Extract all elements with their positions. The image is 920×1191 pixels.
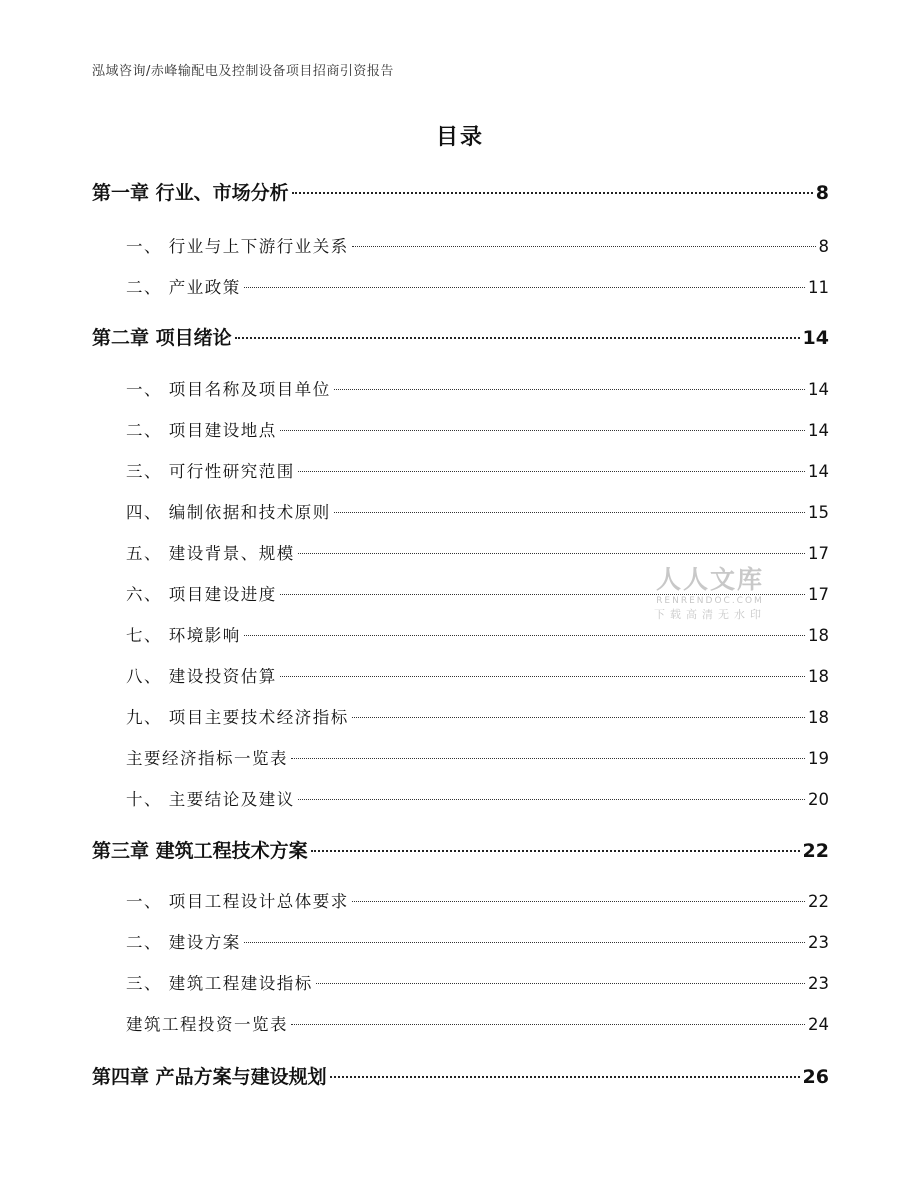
toc-entry-label: 四、 编制依据和技术原则 [126,503,331,522]
toc-leader [244,635,805,636]
toc-entry-page: 14 [802,327,829,349]
toc-entry-page: 22 [808,892,829,911]
toc-entry-label: 一、 行业与上下游行业关系 [126,237,349,256]
toc-entry-label: 二、 建设方案 [126,933,241,952]
toc-entry-page: 23 [808,933,829,952]
toc-leader [334,512,805,513]
toc-entry-label: 五、 建设背景、规模 [126,544,295,563]
toc-entry-label: 二、 产业政策 [126,278,241,297]
toc-leader [292,192,813,194]
toc-entry[interactable] [126,664,829,690]
toc-entry[interactable] [126,500,829,526]
toc-entry[interactable] [126,377,829,403]
toc-entry-label: 一、 项目工程设计总体要求 [126,892,349,911]
toc-entry[interactable] [126,234,829,260]
toc-entry-page: 19 [808,749,829,768]
toc-entry[interactable] [126,746,829,772]
toc-leader [352,901,805,902]
toc-leader [330,1076,800,1078]
watermark-slogan: 下载高清无水印 [654,608,766,621]
toc-leader [334,389,805,390]
toc-leader [235,337,800,339]
toc-entry[interactable] [92,180,829,206]
toc-entry-page: 24 [808,1015,829,1034]
toc-entry[interactable] [126,787,829,813]
toc-leader [280,676,805,677]
toc-entry[interactable] [92,838,829,864]
toc-entry-page: 18 [808,626,829,645]
page-header: 泓域咨询/赤峰输配电及控制设备项目招商引资报告 [92,64,394,79]
toc-entry-label: 六、 项目建设进度 [126,585,277,604]
toc-title: 目录 [435,125,484,150]
toc-leader [298,799,805,800]
toc-entry-label: 建筑工程投资一览表 [126,1015,288,1034]
toc-entry-page: 22 [802,840,829,862]
toc-entry-label: 第四章 产品方案与建设规划 [92,1066,327,1088]
toc-entry[interactable] [126,418,829,444]
toc-entry-page: 8 [818,237,829,256]
toc-leader [316,983,805,984]
toc-entry-page: 26 [802,1066,829,1088]
toc-entry-label: 主要经济指标一览表 [126,749,288,768]
toc-entry-label: 一、 项目名称及项目单位 [126,380,331,399]
toc-entry-label: 八、 建设投资估算 [126,667,277,686]
toc-entry[interactable] [126,623,829,649]
toc-entry-page: 14 [808,380,829,399]
toc-entry-label: 九、 项目主要技术经济指标 [126,708,349,727]
toc-entry[interactable] [126,705,829,731]
watermark [640,565,780,623]
toc-entry-label: 十、 主要结论及建议 [126,790,295,809]
toc-entry-label: 三、 建筑工程建设指标 [126,974,313,993]
toc-leader [291,1024,805,1025]
toc-entry-label: 第一章 行业、市场分析 [92,182,289,204]
toc-entry-page: 8 [815,182,829,204]
toc-leader [298,471,805,472]
toc-entry[interactable] [126,275,829,301]
toc-entry[interactable] [126,541,829,567]
watermark-brand: 人人文库 [655,565,764,594]
toc-entry-label: 第二章 项目绪论 [92,327,232,349]
toc-leader [244,942,805,943]
toc-leader [311,850,800,852]
toc-entry-page: 14 [808,462,829,481]
toc-entry-page: 18 [808,667,829,686]
toc-entry-page: 15 [808,503,829,522]
toc-leader [352,246,816,247]
toc-leader [352,717,805,718]
toc-leader [280,430,805,431]
toc-entry-label: 七、 环境影响 [126,626,241,645]
toc-entry-page: 11 [808,278,829,297]
toc-leader [244,287,805,288]
toc-entry[interactable] [92,1064,829,1090]
toc-entry-label: 第三章 建筑工程技术方案 [92,840,308,862]
toc-entry-label: 二、 项目建设地点 [126,421,277,440]
toc-leader [298,553,805,554]
toc-entry[interactable] [92,325,829,351]
toc-entry-label: 三、 可行性研究范围 [126,462,295,481]
toc-entry-page: 18 [808,708,829,727]
toc-entry[interactable] [126,1012,829,1038]
toc-leader [291,758,805,759]
toc-entry-page: 23 [808,974,829,993]
toc-entry-page: 20 [808,790,829,809]
toc-entry[interactable] [126,971,829,997]
toc-entry-page: 17 [808,544,829,563]
toc-entry[interactable] [126,889,829,915]
toc-entry-page: 14 [808,421,829,440]
toc-entry[interactable] [126,930,829,956]
toc-entry[interactable] [126,459,829,485]
watermark-domain: RENRENDOC.COM [656,596,764,606]
toc-entry-page: 17 [808,585,829,604]
